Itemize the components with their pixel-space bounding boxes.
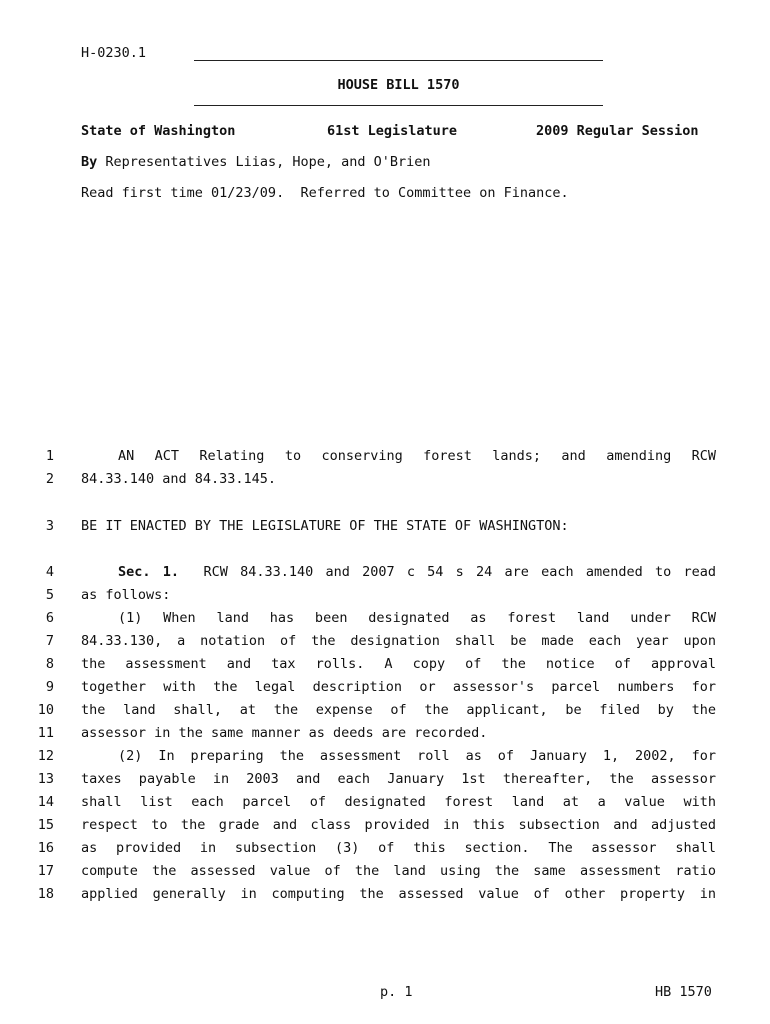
line-number: 14 [37,794,54,810]
line-number: 18 [37,886,54,902]
line-text: shall list each parcel of designated forest land at a value with [81,794,716,810]
line-number: 13 [37,771,54,787]
line-number: 5 [45,587,54,603]
line-text: (2) In preparing the assessment roll as of January 1, 2002, for [118,748,716,764]
section-label: Sec. 1. [118,564,179,580]
line-number: 3 [45,518,54,534]
header-rule-bottom [194,105,603,106]
line-text: applied generally in computing the assessed value of other property in [81,886,716,902]
sponsors-line [81,154,431,170]
line-text: 84.33.130, a notation of the designation shall be made each year upon [81,633,716,649]
line-text: AN ACT Relating to conserving forest lands; and amending RCW [118,448,716,464]
session-label: 2009 Regular Session [536,123,699,139]
line-text: as provided in subsection (3) of this section. The assessor shall [81,840,716,856]
line-number: 4 [45,564,54,580]
line-text: the assessment and tax rolls. A copy of the notice of approval [81,656,716,672]
line-text: assessor in the same manner as deeds are recorded. [81,725,488,741]
line-number: 1 [45,448,54,464]
footer-bill-id: HB 1570 [655,984,712,1000]
line-text: taxes payable in 2003 and each January 1st thereafter, the assessor [81,771,716,787]
line-number: 11 [37,725,54,741]
line-number: 10 [37,702,54,718]
line-number: 15 [37,817,54,833]
line-number: 9 [45,679,54,695]
bill-title: HOUSE BILL 1570 [337,77,460,93]
line-text: compute the assessed value of the land using the same assessment ratio [81,863,716,879]
state-label: State of Washington [81,123,236,139]
line-text: the land shall, at the expense of the applicant, be filed by the [81,702,716,718]
line-text: respect to the grade and class provided in this subsection and adjusted [81,817,716,833]
line-number: 7 [45,633,54,649]
header-rule-top [194,60,603,61]
document-code: H-0230.1 [81,45,147,61]
line-number: 8 [45,656,54,672]
line-number: 2 [45,471,54,487]
line-text: (1) When land has been designated as forest land under RCW [118,610,716,626]
by-label: By [81,154,98,170]
line-number: 17 [37,863,54,879]
line-text: together with the legal description or assessor's parcel numbers for [81,679,716,695]
line-text: 84.33.140 and 84.33.145. [81,471,277,487]
line-number: 6 [45,610,54,626]
legislature-label: 61st Legislature [327,123,458,139]
line-text: BE IT ENACTED BY THE LEGISLATURE OF THE STATE OF WASHINGTON: [81,518,569,534]
line-number: 16 [37,840,54,856]
read-first-line: Read first time 01/23/09. Referred to Committee on Finance. [81,185,569,201]
page-number: p. 1 [380,984,413,1000]
sponsors: Representatives Liias, Hope, and O'Brien [105,154,431,170]
line-text: Sec. 1. RCW 84.33.140 and 2007 c 54 s 24 are each amended to read [118,564,716,580]
line-text: as follows: [81,587,171,603]
line-number: 12 [37,748,54,764]
